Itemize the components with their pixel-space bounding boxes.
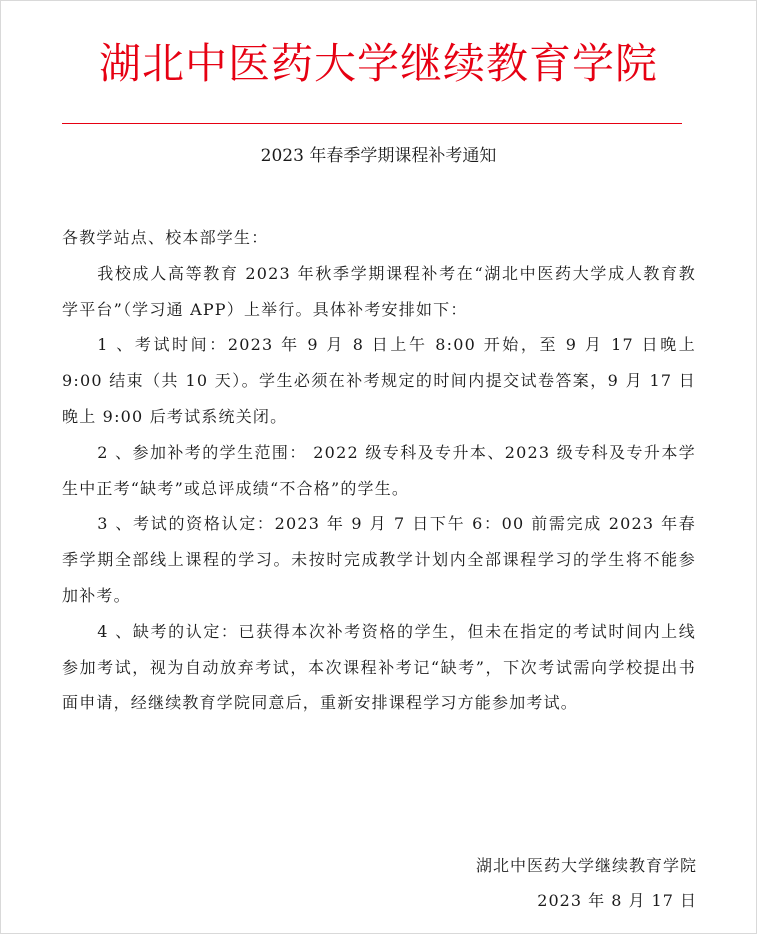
- notice-title: 2023 年春季学期课程补考通知: [260, 146, 497, 166]
- institution-header-title: 湖北中医药大学继续教育学院: [98, 39, 658, 88]
- item-eligible-students: 2 、参加补考的学生范围： 2022 级专科及专升本、2023 级专科及专升本学生中正考“缺考”或总评成绩“不合格”的学生。: [62, 442, 696, 498]
- item-absence-rule: 4 、缺考的认定：已获得本次补考资格的学生，但未在指定的考试时间内上线参加考试，视为自动放弃考试，本次课程补考记“缺考”，下次考试需向学校提出书面申请，经继续教育学院同意后，重新安排课程学习方能参加考试。: [62, 621, 696, 713]
- header-divider-line: [62, 123, 682, 124]
- notice-body: [62, 220, 696, 721]
- salutation: 各教学站点、校本部学生：: [62, 228, 269, 247]
- signature-block: [476, 848, 697, 918]
- intro-paragraph: 我校成人高等教育 2023 年秋季学期课程补考在“湖北中医药大学成人教育教学平台”（学习通 APP）上举行。具体补考安排如下：: [62, 263, 696, 319]
- signature-org: 湖北中医药大学继续教育学院: [475, 856, 697, 875]
- item-qualification: 3 、考试的资格认定：2023 年 9 月 7 日下午 6：00 前需完成 2023 年春季学期全部线上课程的学习。未按时完成教学计划内全部课程学习的学生将不能参加补考。: [62, 514, 696, 605]
- item-exam-time: 1 、考试时间：2023 年 9 月 8 日上午 8:00 开始，至 9 月 17 日晚上 9:00 结束（共 10 天）。学生必须在补考规定的时间内提交试卷答案，9 月 17 日晚上 9:00 后考试系统关闭。: [62, 335, 696, 426]
- signature-date: 2023 年 8 月 17 日: [537, 891, 697, 910]
